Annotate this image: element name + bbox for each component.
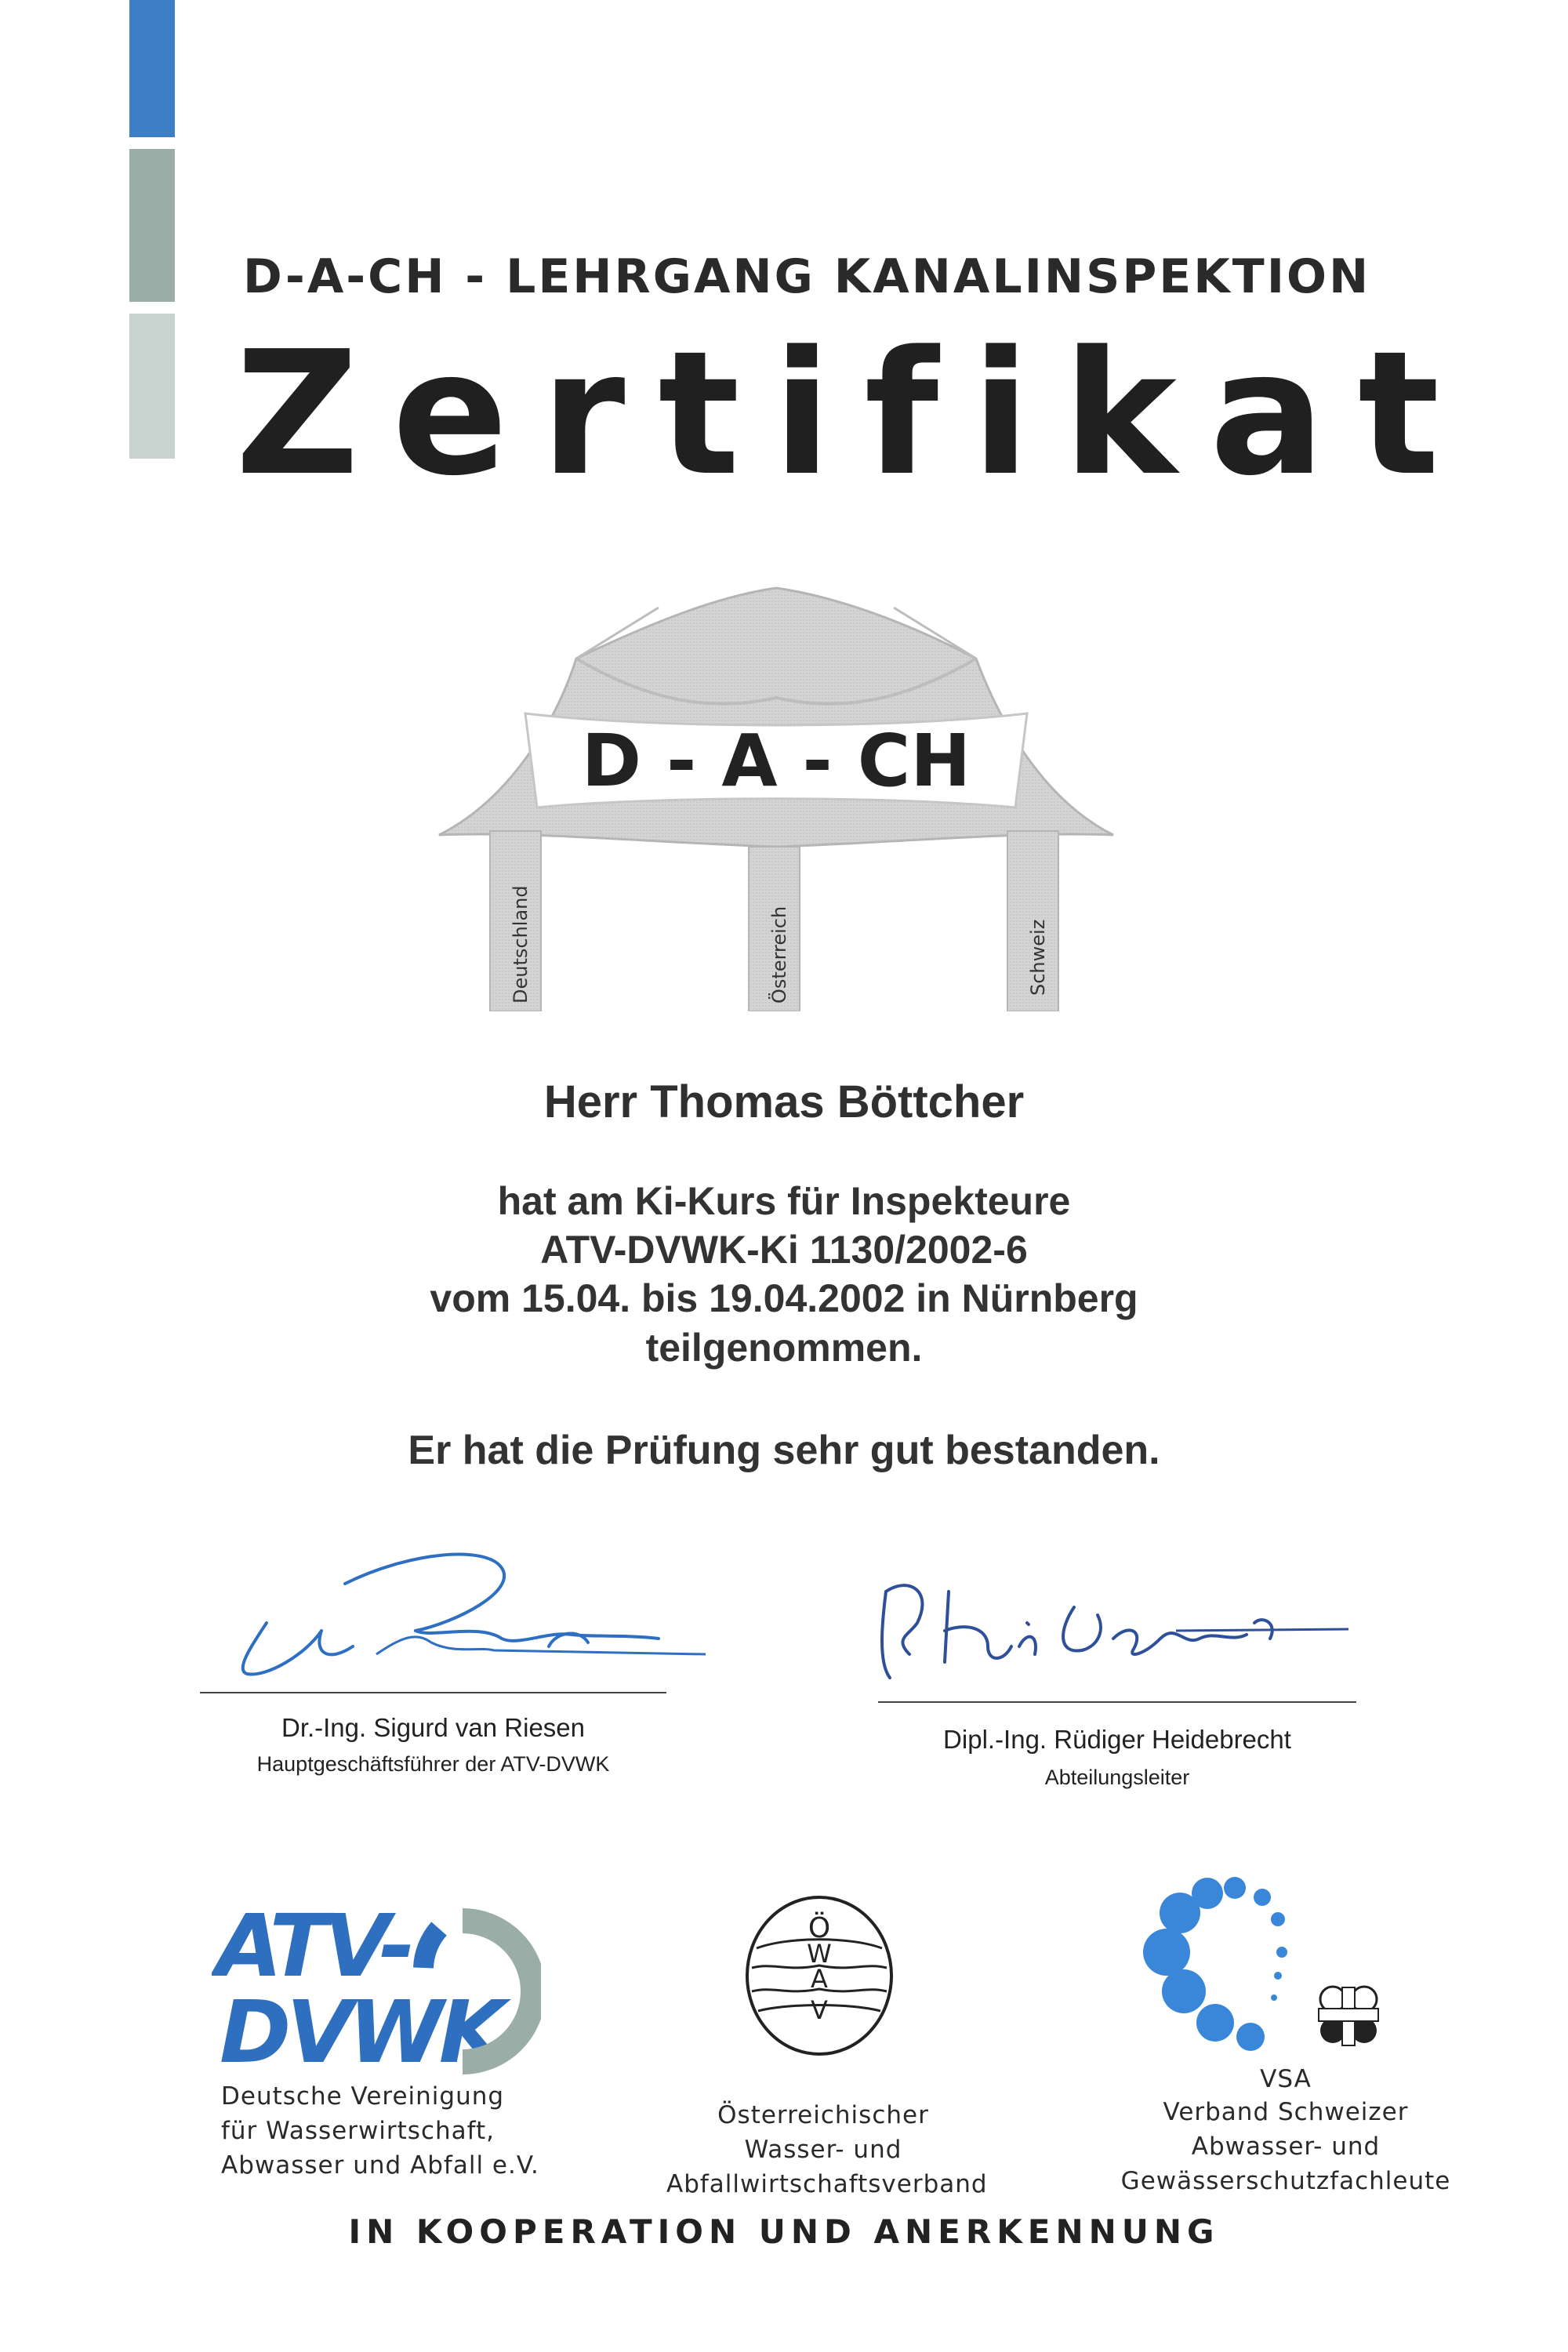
recipient-name: Herr Thomas Böttcher: [543, 1076, 1025, 1127]
oewav-letter-2: W: [807, 1939, 832, 1969]
vsa-logo: [1121, 1866, 1403, 2062]
atv-org-line-2: für Wasserwirtschaft,: [221, 2117, 495, 2145]
pillar-label-oesterreich: Österreich: [768, 906, 790, 1004]
oewav-org-line-3: Abfallwirtschaftsverband: [666, 2170, 988, 2198]
cooperation-footer: IN KOOPERATION UND ANERKENNUNG: [348, 2212, 1220, 2251]
accent-bar-blue: [129, 0, 175, 137]
signature-heidebrecht: [862, 1560, 1364, 1693]
oewav-org-line-1: Österreichischer: [717, 2101, 929, 2129]
oewav-letter-3: A: [811, 1964, 828, 1994]
course-line-2: ATV-DVWK-Ki 1130/2002-6: [540, 1228, 1028, 1272]
signer-name-1: Dr.-Ing. Sigurd van Riesen: [281, 1713, 586, 1742]
oewav-logo: [741, 1893, 898, 2058]
atv-org-line-1: Deutsche Vereinigung: [221, 2082, 505, 2111]
course-subtitle: D-A-CH - LEHRGANG KANALINSPEKTION: [243, 249, 1371, 304]
pillar-label-schweiz: Schweiz: [1027, 919, 1049, 996]
oewav-org-line-2: Wasser- und: [744, 2136, 902, 2164]
atv-org-line-3: Abwasser und Abfall e.V.: [221, 2151, 539, 2180]
exam-result: Er hat die Prüfung sehr gut bestanden.: [408, 1428, 1160, 1473]
oewav-letter-4: V: [811, 1995, 828, 2025]
course-line-1: hat am Ki-Kurs für Inspekteure: [497, 1179, 1071, 1223]
pillar-label-deutschland: Deutschland: [510, 885, 532, 1004]
signer-role-2: Abteilungsleiter: [1044, 1766, 1190, 1789]
accent-bar-light: [129, 314, 175, 459]
vsa-acronym: VSA: [1260, 2065, 1312, 2093]
dvwk-logo-text: DVWK: [220, 1982, 502, 2078]
course-line-4: teilgenommen.: [645, 1326, 923, 1370]
accent-bar-green: [129, 149, 175, 302]
signer-role-1: Hauptgeschäftsführer der ATV-DVWK: [256, 1752, 610, 1776]
signature-line-2: [878, 1701, 1356, 1703]
signature-van-riesen: [220, 1537, 721, 1693]
certificate-title: Zertifikat: [235, 315, 1473, 514]
signature-line-1: [200, 1692, 666, 1693]
vsa-org-line-3: Gewässerschutzfachleute: [1120, 2167, 1451, 2195]
signer-name-2: Dipl.-Ing. Rüdiger Heidebrecht: [943, 1725, 1291, 1754]
oewav-letter-1: Ö: [808, 1912, 831, 1944]
vsa-org-line-2: Abwasser- und: [1191, 2132, 1381, 2161]
atv-dvwk-logo: [212, 1897, 541, 2078]
dach-logo: [423, 572, 1129, 1011]
vsa-org-line-1: Verband Schweizer: [1163, 2098, 1409, 2126]
course-line-3: vom 15.04. bis 19.04.2002 in Nürnberg: [430, 1276, 1138, 1320]
atv-logo-text: ATV-: [216, 1897, 411, 1996]
dach-logo-text: D - A - CH: [581, 719, 971, 803]
